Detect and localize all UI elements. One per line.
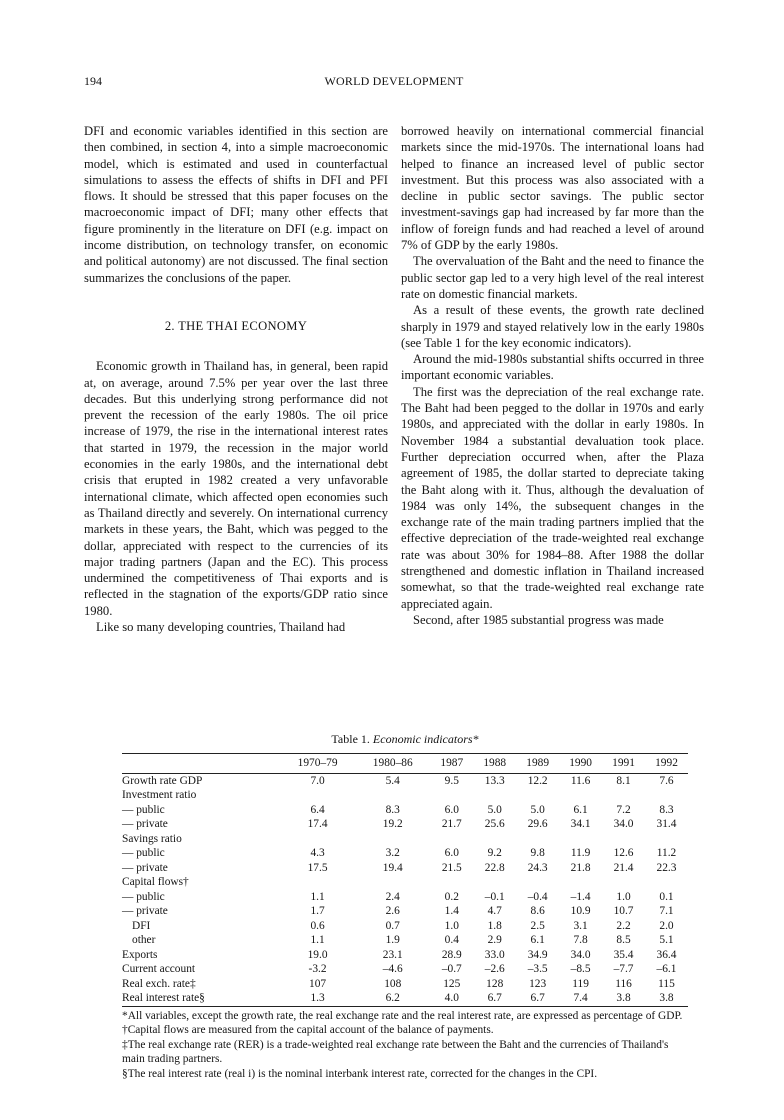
table-notes — [122, 1009, 688, 1082]
table-cell: 24.3 — [527, 861, 548, 874]
body-paragraph: borrowed heavily on international commercial financial markets since the mid-1970s. The international loans had helped to finance an increased level of public sector investment. But this process was also associated with a decline in public sector savings. The public sector investment-savings gap had increased by far more than the inflow of foreign funds and had reached a level of around 7% of GDP by the early 1980s. — [401, 124, 704, 253]
economic-indicators-table — [122, 732, 688, 1081]
table-cell: 1.1 — [310, 934, 325, 946]
table-cell: 1.0 — [444, 919, 459, 932]
column-header: 1987 — [440, 757, 464, 769]
table-cell — [430, 875, 473, 890]
table-header-row — [122, 754, 688, 774]
table-cell: 2.0 — [659, 919, 674, 932]
table-cell: 12.2 — [527, 774, 548, 787]
table-cell: 1.3 — [310, 992, 325, 1004]
table-cell: 6.1 — [530, 934, 545, 946]
table-cell: 116 — [615, 977, 632, 990]
table-cell: 3.1 — [573, 919, 588, 932]
table-caption — [122, 732, 688, 747]
left-column — [84, 123, 388, 635]
table-cell — [602, 875, 645, 890]
table-cell: –3.5 — [527, 963, 548, 975]
table-row — [122, 817, 688, 832]
column-header: 1988 — [483, 757, 507, 769]
table-cell: 3.8 — [616, 992, 631, 1004]
table-cell — [645, 788, 688, 803]
table-row — [122, 846, 688, 861]
table-cell — [602, 788, 645, 803]
table-cell — [355, 788, 430, 803]
table-cell: 107 — [309, 977, 327, 990]
row-label: — public — [122, 803, 165, 816]
table-cell: 34.1 — [570, 818, 591, 830]
table-cell: 36.4 — [656, 948, 677, 961]
table-cell: 21.8 — [570, 861, 591, 874]
column-header-blank — [122, 754, 280, 774]
column-header: 1980–86 — [372, 757, 413, 769]
table-cell — [280, 832, 355, 847]
column-header: 1970–79 — [297, 757, 338, 769]
table-cell: 0.2 — [444, 890, 459, 903]
table-cell: 17.4 — [307, 818, 328, 830]
row-label: — public — [122, 847, 165, 859]
table-cell: 21.4 — [613, 861, 634, 874]
table-cell: 7.4 — [573, 992, 588, 1004]
right-column — [401, 123, 704, 628]
table-cell: –4.6 — [382, 963, 403, 975]
table-cell: 6.2 — [385, 992, 400, 1004]
table-row — [122, 875, 688, 890]
table-cell: 5.1 — [659, 934, 674, 946]
table-cell — [355, 832, 430, 847]
column-header: 1991 — [612, 757, 635, 769]
intro-paragraph: DFI and economic variables identified in this section are then combined, in section 4, into a simple macroeconomic model, which is estimated and used in counterfactual simulations to assess the effects of shifts in DFI and PFI flows. It should be stressed that this paper focuses on the macroeconomic impact of DFI; many other effects that figure prominently in the literature on DFI (e.g. impact on income distribution, on technology transfer, on economic and political autonomy) are not discussed. The final section summarizes the conclusions of the paper. — [84, 124, 388, 285]
table-cell: 34.9 — [527, 948, 548, 961]
table-cell: 11.6 — [570, 774, 591, 787]
table-cell: 8.5 — [616, 934, 631, 946]
table-cell: 125 — [443, 977, 461, 990]
table-cell: 0.4 — [444, 934, 459, 946]
body-paragraph: As a result of these events, the growth rate declined sharply in 1979 and stayed relatively low in the early 1980s (see Table 1 for the key economic indicators). — [401, 303, 704, 350]
table-cell: –7.7 — [613, 963, 634, 975]
table-cell: 6.0 — [444, 847, 459, 859]
row-label: Capital flows† — [122, 876, 189, 888]
table-body — [122, 773, 688, 1006]
row-label: Growth rate GDP — [122, 774, 203, 787]
table-cell: 2.2 — [616, 919, 631, 932]
table-cell: 7.6 — [659, 774, 674, 787]
row-label: Current account — [122, 963, 196, 975]
table-cell — [280, 788, 355, 803]
table-cell: 6.4 — [310, 803, 325, 816]
table-cell: 3.2 — [385, 847, 400, 859]
table-cell — [645, 875, 688, 890]
table-cell: 35.4 — [613, 948, 634, 961]
table-cell: 22.8 — [484, 861, 505, 874]
table-cell: 8.3 — [659, 803, 674, 816]
table-cell — [473, 832, 516, 847]
table-cell: 5.0 — [487, 803, 502, 816]
table-cell — [280, 875, 355, 890]
page-number: 194 — [84, 74, 102, 88]
table-cell: -3.2 — [308, 963, 327, 975]
section-heading: 2. THE THAI ECONOMY — [164, 318, 308, 333]
table-cell: 21.5 — [441, 861, 462, 874]
table-cell: 1.9 — [385, 934, 400, 946]
table-cell: –0.1 — [484, 890, 505, 903]
table-cell: 6.0 — [444, 803, 459, 816]
table-cell: 12.6 — [613, 847, 634, 859]
table-cell: 17.5 — [307, 861, 328, 874]
table-cell: 9.5 — [444, 774, 459, 787]
table-row — [122, 904, 688, 919]
row-label: Exports — [122, 948, 158, 961]
journal-title: WORLD DEVELOPMENT — [324, 74, 464, 88]
table-cell — [430, 788, 473, 803]
table-cell — [645, 832, 688, 847]
table-cell: –1.4 — [570, 890, 591, 903]
table-cell — [516, 875, 559, 890]
table-cell: –8.5 — [570, 963, 591, 975]
table-cell: 9.8 — [530, 847, 545, 859]
table-cell: 22.3 — [656, 861, 677, 874]
running-header — [84, 74, 704, 90]
body-paragraph: Around the mid-1980s substantial shifts occurred in three important economic variables. — [401, 352, 704, 383]
table-cell: 128 — [486, 977, 504, 990]
table-cell: 108 — [384, 977, 402, 990]
column-header: 1990 — [569, 757, 592, 769]
table-cell: 2.6 — [385, 905, 400, 917]
table-cell: 2.4 — [385, 890, 400, 903]
table-cell: 4.7 — [487, 905, 502, 917]
table-footnote: *All variables, except the growth rate, the real exchange rate and the real interest rate, are expressed as percentage of GDP. — [122, 1009, 683, 1022]
table-cell: 1.4 — [444, 905, 459, 917]
row-label: Real exch. rate‡ — [122, 977, 196, 990]
table-cell: 11.2 — [656, 847, 677, 859]
table-cell — [559, 832, 602, 847]
row-label: DFI — [132, 919, 151, 932]
table-caption-prefix: Table 1. — [331, 732, 370, 746]
table-cell: 3.8 — [659, 992, 674, 1004]
table-cell: 34.0 — [570, 948, 591, 961]
table-cell: 119 — [572, 977, 589, 990]
table-cell: 13.3 — [484, 774, 505, 787]
table-footnote: §The real interest rate (real i) is the nominal interbank interest rate, corrected for the changes in the CPI. — [122, 1067, 598, 1080]
table-row — [122, 773, 688, 788]
table-cell: 23.1 — [382, 948, 403, 961]
table-row — [122, 962, 688, 977]
row-label: — private — [122, 818, 168, 830]
table-footnote: †Capital flows are measured from the capital account of the balance of payments. — [122, 1024, 494, 1037]
table-cell: 8.1 — [616, 774, 631, 787]
table-cell: 7.2 — [616, 803, 631, 816]
table-cell: 10.7 — [613, 905, 634, 917]
table-row — [122, 832, 688, 847]
table-cell: 0.7 — [385, 919, 400, 932]
table-cell: 7.8 — [573, 934, 588, 946]
table-cell: 123 — [529, 977, 547, 990]
table-cell: 1.8 — [487, 919, 502, 932]
table-row — [122, 991, 688, 1006]
table-cell: 28.9 — [441, 948, 462, 961]
row-label: — public — [122, 890, 165, 903]
table-cell: –0.4 — [527, 890, 548, 903]
table-cell: 34.0 — [613, 818, 634, 830]
table-cell: 6.1 — [573, 803, 588, 816]
table-cell: 6.7 — [530, 992, 545, 1004]
table-cell: 7.0 — [310, 774, 325, 787]
table-cell: 21.7 — [441, 818, 462, 830]
table-cell — [516, 788, 559, 803]
table-cell: –2.6 — [484, 963, 505, 975]
table-cell: 7.1 — [659, 905, 674, 917]
table-cell: 19.2 — [382, 818, 403, 830]
table-cell — [516, 832, 559, 847]
body-paragraph: Like so many developing countries, Thailand had — [96, 620, 346, 635]
table-cell: 0.1 — [659, 890, 674, 903]
table-cell: 9.2 — [487, 847, 502, 859]
table-cell: 19.4 — [382, 861, 403, 874]
table-cell: 1.0 — [616, 890, 631, 903]
table-cell — [355, 875, 430, 890]
table-cell: 10.9 — [570, 905, 591, 917]
row-label: Investment ratio — [122, 789, 197, 801]
row-label: other — [132, 934, 156, 946]
table-cell: 6.7 — [487, 992, 502, 1004]
table-row — [122, 788, 688, 803]
column-header: 1989 — [526, 757, 550, 769]
table-cell: 0.6 — [310, 919, 325, 932]
table-cell: 2.5 — [530, 919, 545, 932]
table-cell — [473, 788, 516, 803]
table-cell: 19.0 — [307, 948, 328, 961]
table-cell — [473, 875, 516, 890]
table-cell: 1.7 — [310, 905, 325, 917]
table-cell: 1.1 — [310, 890, 325, 903]
table-cell: 31.4 — [656, 818, 677, 830]
table-row — [122, 861, 688, 876]
table-cell: 33.0 — [484, 948, 505, 961]
table-cell — [602, 832, 645, 847]
table-cell — [559, 875, 602, 890]
body-paragraph: Second, after 1985 substantial progress was made — [413, 612, 664, 627]
table-row — [122, 803, 688, 818]
table-footnote: ‡The real exchange rate (RER) is a trade-weighted real exchange rate between the Baht and the currencies of Thailand's main trading partners. — [122, 1038, 669, 1066]
table-cell: 115 — [658, 977, 675, 990]
table-row — [122, 933, 688, 948]
table-cell: 11.9 — [570, 847, 591, 859]
data-table — [122, 753, 688, 1007]
table-row — [122, 890, 688, 905]
table-cell: 5.0 — [530, 803, 545, 816]
table-cell — [559, 788, 602, 803]
table-cell: 4.3 — [310, 847, 325, 859]
table-cell: –0.7 — [441, 963, 462, 975]
row-label: — private — [122, 861, 168, 874]
table-cell — [430, 832, 473, 847]
table-cell: 25.6 — [484, 818, 505, 830]
table-row — [122, 919, 688, 934]
table-cell: 8.3 — [385, 803, 400, 816]
table-caption-title: Economic indicators* — [372, 732, 479, 746]
table-row — [122, 948, 688, 963]
table-cell: 5.4 — [385, 774, 400, 787]
table-cell: 29.6 — [527, 818, 548, 830]
table-cell: 2.9 — [487, 934, 502, 946]
table-cell: –6.1 — [656, 963, 677, 975]
table-cell: 8.6 — [530, 905, 545, 917]
row-label: Real interest rate§ — [122, 992, 205, 1004]
body-paragraph: The first was the depreciation of the real exchange rate. The Baht had been pegged to the dollar in 1970s and early 1980s, and appreciated with the dollar in early 1980s. In November 1984 a substantial devaluation took place. Further depreciation occurred when, after the Plaza agreement of 1985, the dollar started to depreciate taking the Baht along with it. Thus, although the devaluation of 1984 was only 14%, the subsequent changes in the exchange rate of the main trading partners implied that the effective depreciation of the trade-weighted real exchange rate was about 30% for 1984–88. After 1988 the dollar strengthened and domestic inflation in Thailand increased somewhat, so that the trade-weighted real exchange rate appreciated again. — [401, 384, 704, 611]
row-label: Savings ratio — [122, 832, 182, 845]
column-header: 1992 — [655, 757, 678, 769]
table-row — [122, 977, 688, 992]
body-paragraph: The overvaluation of the Baht and the need to finance the public sector gap led to a very high level of the real interest rate on domestic financial markets. — [401, 254, 704, 301]
row-label: — private — [122, 905, 168, 917]
table-cell: 4.0 — [444, 992, 459, 1004]
body-paragraph: Economic growth in Thailand has, in general, been rapid at, on average, around 7.5% per year over the last three decades. But this underlying strong performance did not prevent the recession of the early 1980s. The oil price increase of 1979, the rise in the international interest rates that started in 1979, the recession in the major world economies in the early 1980s, and the international debt crisis that erupted in 1982 created a very unfavorable international climate, which affected open economies such as Thailand directly and severely. On international currency markets in these years, the Baht, which was pegged to the dollar, appreciated with respect to the currencies of its major trading partners (Japan and the EC). This process undermined the competitiveness of Thai exports and is reflected in the stagnation of the exports/GDP ratio since 1980. — [84, 359, 388, 618]
